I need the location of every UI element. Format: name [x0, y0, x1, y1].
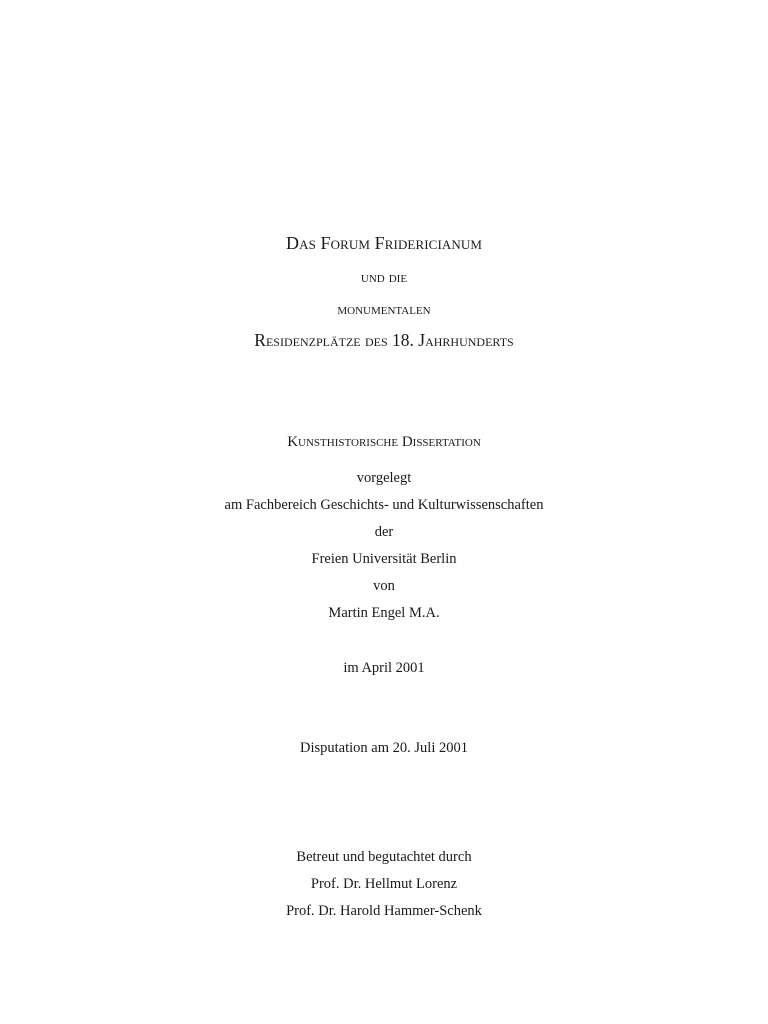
department: am Fachbereich Geschichts- und Kulturwissenschaften	[224, 497, 544, 513]
advisor-1: Prof. Dr. Hellmut Lorenz	[310, 876, 458, 892]
title-line-1: Das Forum Fridericianum	[286, 233, 482, 253]
title-line-4: Residenzplätze des 18. Jahrhunderts	[254, 330, 514, 350]
university: Freien Universität Berlin	[311, 551, 457, 567]
disputation-date: Disputation am 20. Juli 2001	[300, 740, 468, 756]
title-line-3: monumentalen	[337, 301, 431, 318]
von-label: von	[373, 578, 395, 594]
supervision-label: Betreut und begutachtet durch	[296, 849, 472, 865]
author: Martin Engel M.A.	[328, 605, 440, 621]
submitted-label: vorgelegt	[356, 470, 412, 486]
dissertation-type: Kunsthistorische Dissertation	[287, 434, 481, 450]
der-label: der	[374, 524, 394, 540]
advisor-2: Prof. Dr. Harold Hammer-Schenk	[286, 903, 482, 919]
submission-date: im April 2001	[343, 660, 425, 676]
title-line-2: und die	[360, 269, 408, 286]
